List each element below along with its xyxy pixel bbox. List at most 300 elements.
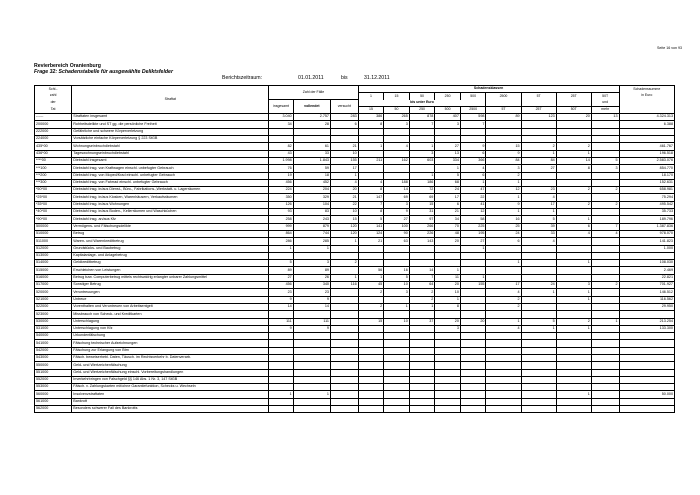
row-key: 521000 [35, 296, 72, 303]
row-count-total: 224 [269, 187, 293, 194]
row-damage-class-count [486, 333, 521, 340]
row-damage-class-count: 84 [486, 157, 521, 164]
row-damage-class-count: 47 [460, 187, 486, 194]
row-count-attempted: 10 [330, 150, 358, 157]
row-damage-class-count: 70 [435, 223, 461, 230]
row-offense: Straftaten insgesamt [72, 114, 269, 121]
header-vollendet: vollendet [293, 100, 330, 114]
row-damage-sum: 2.469 [619, 267, 674, 274]
row-damage-class-count: 598 [460, 114, 486, 121]
row-damage-class-count [556, 362, 591, 369]
row-damage-class-count [591, 238, 619, 245]
table-header [35, 86, 675, 114]
row-damage-sum: 1.387.836 [619, 223, 674, 230]
row-damage-class-count [384, 260, 410, 267]
row-damage-class-count [358, 347, 384, 354]
row-damage-sum: 701.927 [619, 282, 674, 289]
row-offense: Grundstücks- und Baubetrug [72, 245, 269, 252]
row-damage-class-count [556, 303, 591, 310]
row-damage-class-count: 41 [460, 201, 486, 208]
row-damage-class-count: 3 [556, 282, 591, 289]
row-damage-class-count [521, 136, 556, 143]
row-damage-class-count [358, 311, 384, 318]
row-damage-class-count [486, 252, 521, 259]
row-damage-class-count [358, 172, 384, 179]
table-row [35, 384, 675, 391]
row-damage-class-count: 7 [591, 223, 619, 230]
row-key: 523000 [35, 311, 72, 318]
row-key: 560000 [35, 391, 72, 398]
row-offense: Diebstahl insg. an/aus Kfz [72, 216, 269, 223]
row-damage-class-count [384, 340, 410, 347]
row-damage-class-count [409, 347, 435, 354]
row-damage-class-count [556, 354, 591, 361]
row-count-total [269, 362, 293, 369]
row-damage-class-count [591, 406, 619, 413]
row-damage-class-count: 90 [384, 230, 410, 237]
row-damage-sum [619, 406, 674, 413]
row-key: *90*00 [35, 216, 72, 223]
row-damage-class-count [486, 121, 521, 128]
row-damage-class-count [591, 245, 619, 252]
row-damage-class-count [460, 340, 486, 347]
row-count-completed [293, 376, 330, 383]
row-damage-class-count [358, 391, 384, 398]
row-damage-class-count: 2 [521, 143, 556, 150]
row-damage-class-count: 69 [384, 194, 410, 201]
row-damage-class-count [556, 136, 591, 143]
row-offense: Erschleichen von Leistungen [72, 267, 269, 274]
row-damage-class-count [521, 267, 556, 274]
row-count-attempted: 4 [330, 179, 358, 186]
row-count-attempted [330, 311, 358, 318]
row-damage-class-count: 69 [409, 194, 435, 201]
row-key: 542000 [35, 347, 72, 354]
row-offense: Fälschung technischer Aufzeichnungen [72, 340, 269, 347]
row-offense: Kapitalanlage- und Anlagebetrug [72, 252, 269, 259]
row-damage-class-count: 14 [384, 187, 410, 194]
row-damage-class-count [591, 296, 619, 303]
row-damage-class-count: 211 [358, 157, 384, 164]
row-count-total [269, 311, 293, 318]
table-row [35, 114, 675, 121]
row-damage-class-count [521, 128, 556, 135]
row-damage-class-count: 84 [521, 157, 556, 164]
report-subheading: Frage 32: Schadenstabelle für ausgewählte Deliktsfelder [34, 69, 173, 75]
header-range-top: 500 [460, 93, 486, 100]
row-damage-class-count [409, 128, 435, 135]
row-damage-class-count: 225 [460, 223, 486, 230]
row-count-completed: 879 [293, 223, 330, 230]
row-damage-class-count [486, 128, 521, 135]
row-damage-class-count [409, 369, 435, 376]
row-key: ***200 [35, 172, 72, 179]
row-damage-class-count: 1 [384, 303, 410, 310]
row-damage-class-count: 34 [435, 216, 461, 223]
row-key: 522000 [35, 303, 72, 310]
row-damage-class-count [591, 172, 619, 179]
row-damage-class-count: 24 [486, 230, 521, 237]
row-damage-class-count: 3 [409, 150, 435, 157]
row-damage-class-count: 3 [384, 289, 410, 296]
row-damage-class-count: 27 [521, 165, 556, 172]
row-count-total: 1 [269, 391, 293, 398]
row-damage-sum: 35.733 [619, 209, 674, 216]
row-damage-class-count [435, 369, 461, 376]
row-damage-sum [619, 333, 674, 340]
row-offense: Unterschlagung [72, 318, 269, 325]
row-damage-class-count: 3 [591, 165, 619, 172]
row-count-total [269, 398, 293, 405]
row-damage-class-count [556, 121, 591, 128]
row-damage-class-count: 15 [486, 143, 521, 150]
row-count-attempted [330, 340, 358, 347]
row-damage-class-count [556, 333, 591, 340]
row-count-completed: 3 [293, 260, 330, 267]
row-damage-class-count: 147 [358, 194, 384, 201]
row-damage-class-count [521, 406, 556, 413]
row-count-total: 1.998 [269, 157, 293, 164]
row-damage-sum: 2.583.076 [619, 157, 674, 164]
row-damage-class-count: 4 [556, 230, 591, 237]
row-damage-class-count [591, 209, 619, 216]
row-damage-class-count: 1 [556, 150, 591, 157]
row-damage-class-count [435, 406, 461, 413]
row-damage-class-count [435, 252, 461, 259]
row-damage-sum [619, 369, 674, 376]
row-offense: Fälsch. v. Zahlungskarten mit/ohne Garantiefunktion, Schecks u. Wechseln [72, 384, 269, 391]
row-key: 550000 [35, 362, 72, 369]
row-offense: Diebstahl insg. in/aus Wohnungen [72, 201, 269, 208]
row-damage-class-count [556, 406, 591, 413]
row-damage-class-count: 6 [486, 238, 521, 245]
row-count-completed [293, 311, 330, 318]
row-damage-class-count: 64 [409, 282, 435, 289]
row-damage-class-count: 5 [521, 318, 556, 325]
row-damage-sum: 29.950 [619, 303, 674, 310]
row-damage-class-count [460, 252, 486, 259]
row-damage-class-count: 4 [358, 179, 384, 186]
row-count-total: 23 [269, 289, 293, 296]
table-row [35, 157, 675, 164]
row-damage-class-count: 4 [591, 230, 619, 237]
row-damage-class-count: 1 [409, 143, 435, 150]
row-count-total: 19 [269, 172, 293, 179]
row-damage-class-count [521, 376, 556, 383]
row-count-attempted: 15 [330, 216, 358, 223]
row-damage-class-count [556, 398, 591, 405]
row-damage-class-count [486, 136, 521, 143]
row-key: 512000 [35, 245, 72, 252]
row-damage-class-count [591, 354, 619, 361]
row-damage-class-count [521, 274, 556, 281]
row-damage-class-count: 24 [521, 282, 556, 289]
row-damage-class-count: 39 [521, 223, 556, 230]
row-damage-class-count [358, 369, 384, 376]
row-damage-class-count [384, 369, 410, 376]
row-damage-class-count [358, 406, 384, 413]
row-damage-sum [619, 128, 674, 135]
row-damage-sum [619, 136, 674, 143]
row-damage-class-count: 2 [486, 296, 521, 303]
row-damage-class-count: 188 [384, 179, 410, 186]
header-schadenssumme-line: in Euro [619, 93, 674, 100]
row-damage-class-count: 4 [521, 194, 556, 201]
header-straftat: Straftat [72, 86, 269, 114]
row-damage-class-count: 2 [358, 303, 384, 310]
row-count-total [269, 376, 293, 383]
row-damage-class-count: 4 [521, 238, 556, 245]
header-schl-line: der [35, 100, 72, 107]
row-damage-class-count [409, 325, 435, 332]
row-damage-class-count [486, 354, 521, 361]
row-key: 500000 [35, 223, 72, 230]
row-key: *50*00 [35, 187, 72, 194]
row-damage-class-count [409, 260, 435, 267]
row-damage-class-count [435, 362, 461, 369]
row-damage-class-count [521, 252, 556, 259]
row-damage-class-count [591, 333, 619, 340]
row-damage-class-count [486, 406, 521, 413]
row-key: 540000 [35, 333, 72, 340]
row-damage-class-count: 1 [460, 274, 486, 281]
row-count-completed: 1 [293, 245, 330, 252]
table-row [35, 303, 675, 310]
row-offense: Insolvenzstraftaten [72, 391, 269, 398]
table-row [35, 128, 675, 135]
row-damage-class-count [556, 245, 591, 252]
row-damage-class-count: 2 [409, 296, 435, 303]
row-damage-class-count [591, 150, 619, 157]
row-damage-class-count: 6 [460, 150, 486, 157]
row-damage-sum [619, 398, 674, 405]
row-damage-class-count [460, 260, 486, 267]
row-count-attempted [330, 398, 358, 405]
row-damage-class-count: 386 [358, 114, 384, 121]
row-damage-class-count: 3 [486, 165, 521, 172]
row-damage-class-count [521, 340, 556, 347]
row-count-completed: 23 [293, 289, 330, 296]
row-damage-class-count [591, 362, 619, 369]
header-range-bottom: 250 [409, 106, 435, 113]
row-damage-class-count [409, 165, 435, 172]
row-offense: Inverkehrbringen von Falschgeld §§ 146 Abs. 1 Nr. 3, 147 StGB [72, 376, 269, 383]
row-key: 552000 [35, 376, 72, 383]
row-damage-class-count: 9 [384, 209, 410, 216]
row-damage-class-count: 2 [486, 303, 521, 310]
table-body [35, 114, 675, 413]
row-damage-class-count: 14 [409, 267, 435, 274]
row-count-total [269, 369, 293, 376]
row-damage-class-count: 10 [435, 289, 461, 296]
row-offense: Diebstahl insg. von Kraftwagen einschl. unbefugter Gebrauch [72, 165, 269, 172]
row-offense: Diebstahl insg. von Fahrrad einschl. unbefugter Gebrauch [72, 179, 269, 186]
row-damage-class-count [358, 136, 384, 143]
row-count-attempted: 116 [330, 282, 358, 289]
row-damage-sum: 854.770 [619, 165, 674, 172]
row-count-total: 456 [269, 282, 293, 289]
row-damage-class-count: 1 [486, 194, 521, 201]
row-damage-class-count [521, 245, 556, 252]
row-count-total: 14 [269, 303, 293, 310]
row-count-total [269, 136, 293, 143]
row-damage-class-count: 1 [521, 209, 556, 216]
row-count-completed [293, 362, 330, 369]
row-count-total: 43 [269, 150, 293, 157]
row-damage-class-count [521, 333, 556, 340]
row-damage-class-count: 1 [521, 289, 556, 296]
row-damage-class-count: 4 [486, 325, 521, 332]
row-damage-sum: 6.388 [619, 121, 674, 128]
row-damage-sum: 495.542 [619, 201, 674, 208]
row-key: 517000 [35, 282, 72, 289]
row-count-completed [293, 406, 330, 413]
table-row [35, 238, 675, 245]
row-damage-class-count: 7 [409, 274, 435, 281]
row-damage-class-count [384, 406, 410, 413]
header-range-top: 25T [556, 93, 591, 100]
row-count-attempted [330, 289, 358, 296]
row-damage-class-count: 20 [556, 114, 591, 121]
row-damage-class-count [591, 369, 619, 376]
row-damage-class-count: 20 [435, 318, 461, 325]
row-damage-class-count: 45 [358, 282, 384, 289]
row-damage-class-count: 141 [358, 223, 384, 230]
row-damage-class-count: 72 [409, 187, 435, 194]
row-damage-class-count [435, 376, 461, 383]
row-damage-class-count: 89 [486, 114, 521, 121]
row-damage-class-count: 162 [384, 157, 410, 164]
row-damage-class-count [521, 296, 556, 303]
header-range-top: 5T [521, 93, 556, 100]
row-count-attempted [330, 369, 358, 376]
row-damage-class-count [409, 391, 435, 398]
row-offense: Gefährliche und schwere Körperverletzung [72, 128, 269, 135]
row-count-attempted: 21 [330, 143, 358, 150]
row-damage-class-count [486, 391, 521, 398]
header-zahl-der-faelle: Zahl der Fälle [269, 86, 358, 100]
row-count-attempted [330, 303, 358, 310]
row-damage-class-count: 8 [358, 187, 384, 194]
row-damage-class-count: 12 [460, 209, 486, 216]
row-damage-class-count [384, 384, 410, 391]
row-count-attempted [330, 384, 358, 391]
row-offense: Waren- und Warenkreditbetrug [72, 238, 269, 245]
header-range-bottom: mehr [591, 106, 619, 113]
period-from: 01.01.2011 [298, 75, 324, 81]
row-key: ***100 [35, 165, 72, 172]
row-count-completed [293, 128, 330, 135]
row-damage-class-count [358, 398, 384, 405]
header-range-top: 50 [409, 93, 435, 100]
row-key: 224000 [35, 136, 72, 143]
header-range-bottom: 5T [486, 106, 521, 113]
row-damage-class-count: 16 [384, 267, 410, 274]
row-damage-class-count [591, 347, 619, 354]
row-damage-class-count [556, 274, 591, 281]
row-key: 553000 [35, 384, 72, 391]
row-key: *35*00 [35, 201, 72, 208]
row-damage-sum: 22.821 [619, 274, 674, 281]
row-damage-class-count: 2 [556, 143, 591, 150]
row-key: 562000 [35, 406, 72, 413]
row-damage-class-count: 3 [384, 201, 410, 208]
row-damage-class-count [460, 384, 486, 391]
report-heading: Revierbereich Oranienburg [34, 63, 101, 69]
row-count-completed: 1 [293, 391, 330, 398]
header-range-bottom: 2500 [460, 106, 486, 113]
row-damage-class-count [486, 311, 521, 318]
row-damage-class-count [409, 245, 435, 252]
row-damage-class-count [384, 398, 410, 405]
row-offense: Diebstahl insg. von Moped/Krad einschl. unbefugter Gebrauch [72, 172, 269, 179]
row-count-total: 9 [269, 296, 293, 303]
row-damage-class-count [521, 391, 556, 398]
row-damage-class-count [521, 311, 556, 318]
row-damage-class-count: 2 [486, 172, 521, 179]
row-damage-class-count: 6 [460, 172, 486, 179]
row-damage-class-count: 4 [384, 143, 410, 150]
row-count-attempted: 283 [330, 114, 358, 121]
row-offense: Fälschung zur Erlangung von Btm [72, 347, 269, 354]
row-damage-sum [619, 384, 674, 391]
damage-table [34, 85, 675, 413]
row-key: *40*00 [35, 209, 72, 216]
row-damage-class-count: 186 [409, 179, 435, 186]
row-damage-class-count: 14 [556, 157, 591, 164]
row-count-attempted [330, 362, 358, 369]
period-label: Berichtszeitraum: [222, 75, 263, 81]
row-damage-class-count: 7 [460, 121, 486, 128]
row-damage-class-count: 15 [358, 318, 384, 325]
row-damage-class-count: 1 [358, 143, 384, 150]
row-damage-class-count: 21 [435, 209, 461, 216]
row-count-attempted [330, 333, 358, 340]
row-offense: Betrug [72, 230, 269, 237]
row-count-attempted [330, 354, 358, 361]
row-damage-class-count [384, 165, 410, 172]
row-damage-class-count: 2 [591, 187, 619, 194]
row-damage-sum: 50.000 [619, 391, 674, 398]
row-damage-sum: 116.562 [619, 296, 674, 303]
header-range-top: 2500 [486, 93, 521, 100]
row-damage-class-count [409, 384, 435, 391]
row-damage-class-count: 1 [435, 165, 461, 172]
row-damage-class-count: 1 [521, 150, 556, 157]
row-offense: Diebstahl insg. in/aus Boden-, Kellerräumen und Waschküchen [72, 209, 269, 216]
header-schl-line: zahl [35, 93, 72, 100]
row-damage-class-count [409, 136, 435, 143]
row-damage-class-count: 2 [556, 201, 591, 208]
row-damage-class-count [521, 354, 556, 361]
row-damage-sum: 196.518 [619, 150, 674, 157]
row-damage-class-count: 100 [384, 223, 410, 230]
row-damage-class-count [384, 325, 410, 332]
row-key: 511000 [35, 238, 72, 245]
row-damage-class-count: 56 [358, 267, 384, 274]
row-damage-class-count [591, 260, 619, 267]
row-damage-class-count: 366 [460, 157, 486, 164]
row-count-completed: 104 [293, 201, 330, 208]
row-count-completed: 59 [293, 165, 330, 172]
row-damage-class-count: 124 [358, 230, 384, 237]
row-damage-class-count [358, 333, 384, 340]
row-offense: Rohheitsdelikte und ST gg. die persönliche Freiheit [72, 121, 269, 128]
row-damage-class-count [409, 252, 435, 259]
row-damage-class-count: 1 [486, 318, 521, 325]
row-count-completed: 83 [293, 209, 330, 216]
row-damage-class-count [486, 398, 521, 405]
